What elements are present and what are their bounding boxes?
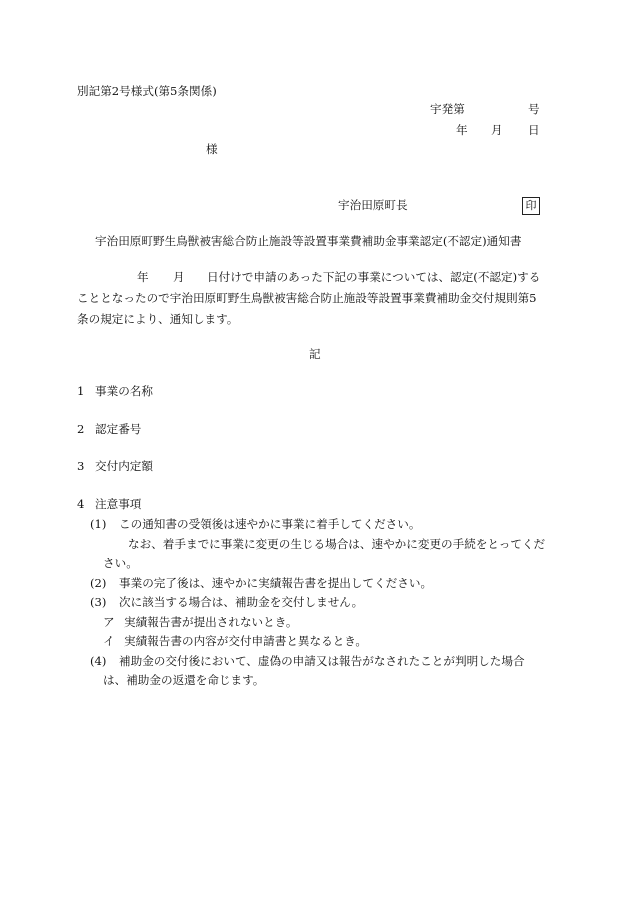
note-number: (1) [90,517,107,531]
section-number: 1 [77,384,85,398]
section-number: 4 [77,497,85,511]
sub-item-mark: ア [103,615,115,629]
recipient-honorific: 様 [206,142,218,156]
note-continuation: は、補助金の返還を命じます。 [103,673,265,687]
note-number: (4) [90,654,107,668]
document-title: 宇治田原町野生鳥獣被害総合防止施設等設置事業費補助金事業認定(不認定)通知書 [95,234,522,248]
section-label: 注意事項 [95,497,142,511]
doc-number-prefix: 宇発第 [430,102,465,116]
body-month: 月 [173,270,185,284]
body-year: 年 [137,270,149,284]
doc-number-suffix: 号 [528,102,540,116]
ki-heading: 記 [309,347,321,361]
date-month: 月 [491,123,503,137]
form-label: 別記第2号様式(第5条関係) [77,84,217,98]
note-text: 補助金の交付後において、虚偽の申請又は報告がなされたことが判明した場合 [119,654,525,668]
note-continuation: なお、着手までに事業に変更の生じる場合は、速やかに変更の手続をとってくだ [128,537,546,551]
seal-stamp: 印 [522,197,540,215]
note-text: 次に該当する場合は、補助金を交付しません。 [119,595,364,609]
note-number: (3) [90,595,107,609]
date-year: 年 [456,123,468,137]
section-number: 3 [77,459,85,473]
sub-item-mark: イ [103,634,115,648]
section-label: 事業の名称 [95,384,153,398]
note-text: 事業の完了後は、速やかに実績報告書を提出してください。 [119,576,433,590]
note-text: この通知書の受領後は速やかに事業に着手してください。 [119,517,421,531]
note-continuation: さい。 [103,556,138,570]
sub-item-text: 実績報告書の内容が交付申請書と異なるとき。 [124,634,368,648]
section-label: 交付内定額 [95,459,153,473]
body-line1: 日付けで申請のあった下記の事業については、認定(不認定)する [207,270,541,284]
body-line2: こととなったので宇治田原町野生鳥獣被害総合防止施設等設置事業費補助金交付規則第5 [77,291,537,305]
date-day: 日 [528,123,540,137]
note-number: (2) [90,576,107,590]
body-line3: 条の規定により、通知します。 [77,312,239,326]
section-label: 認定番号 [95,422,142,436]
section-number: 2 [77,422,85,436]
issuer-name: 宇治田原町長 [338,198,408,212]
sub-item-text: 実績報告書が提出されないとき。 [124,615,298,629]
